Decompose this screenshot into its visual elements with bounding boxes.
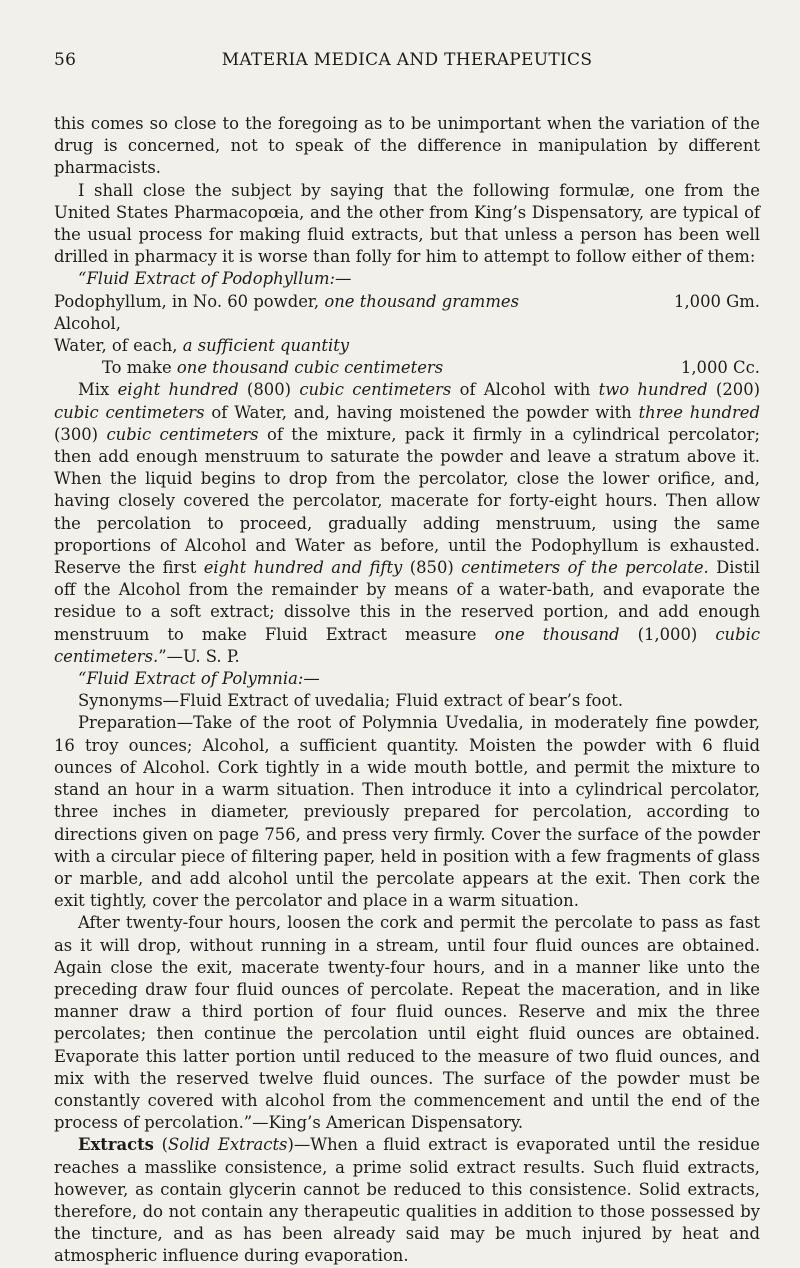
- formula-line-alcohol: Alcohol,: [54, 313, 122, 333]
- page-body: [54, 113, 760, 1268]
- polymnia-percolation: After twenty-four hours, loosen the cork and permit the percolate to pass as fast as it will drop, without running in a stream, until four fluid ounces are obtained. Again close the exit, macerate twenty-four hours, and in a manner like unto the preceding draw four fluid ounces of percolate. Repeat the maceration, and in like manner draw a third portion of four fluid ounces. Reserve and mix the three percolates; then continue the percolation until eight fluid ounces are obtained. Evaporate this latter portion until reduced to the measure of two fluid ounces, and mix with the reserved twelve fluid ounces. The surface of the powder must be constantly covered with alcohol from the commencement and until the end of the process of percolation.”—King’s American Dispensatory.: [54, 913, 760, 1133]
- podophyllum-heading: “Fluid Extract of Podophyllum:—: [78, 269, 352, 289]
- solid-extracts-paragraph: Extracts (Solid Extracts)—When a fluid extract is evaporated until the residue reaches a masslike consistence, a prime solid extract results. Such fluid extracts, however, as contain glycerin cannot be reduced to this consistence. Solid extracts, therefore, do not contain any therapeutic qualities in addition to those possessed by the tincture, and as has been already said may be much injured by heat and atmospheric influence during evaporation.: [54, 1135, 760, 1266]
- paragraph-intro: I shall close the subject by saying that the following formulæ, one from the United States Pharmacopœia, and the other from King’s Dispensatory, are typical of the usual process for making fluid extracts, but that unless a person has been well drilled in pharmacy it is worse than folly for him to attempt to follow either of them:: [54, 180, 760, 267]
- formula-line-make: To make one thousand cubic centimeters 1,000 Cc.: [54, 357, 760, 379]
- page-number: 56: [54, 50, 77, 70]
- podophyllum-directions: Mix eight hundred (800) cubic centimeters of Alcohol with two hundred (200) cubic centimeters of Water, and, having moistened the powder with three hundred (300) cubic centimeters of the mixture, pack it firmly in a cylindrical percolator; then add enough menstruum to saturate the powder and leave a stratum above it. When the liquid begins to drop from the percolator, close the lower orifice, and, having closely covered the percolator, macerate for forty-eight hours. Then allow the percolation to proceed, gradually adding menstruum, using the same proportions of Alcohol and Water as before, until the Podophyllum is exhausted. Reserve the first eight hundred and fifty (850) centimeters of the percolate. Distil off the Alcohol from the remainder by means of a water-bath, and evaporate the residue to a soft extract; dissolve this in the reserved portion, and add enough menstruum to make Fluid Extract measure one thousand (1,000) cubic centimeters.”—U. S. P.: [54, 380, 761, 666]
- paragraph-continuation: this comes so close to the foregoing as to be unimportant when the variation of the drug is concerned, not to speak of the difference in manipulation by different pharmacists.: [54, 114, 760, 178]
- polymnia-heading: “Fluid Extract of Polymnia:—: [78, 669, 320, 689]
- formula-line-water: Water, of each, a sufficient quantity: [54, 336, 350, 356]
- formula-quantity: 1,000 Cc.: [680, 358, 760, 378]
- polymnia-synonyms: Synonyms—Fluid Extract of uvedalia; Fluid extract of bear’s foot.: [78, 691, 624, 711]
- section-term: Extracts: [78, 1135, 154, 1155]
- page-header: [54, 50, 760, 70]
- formula-line-podophyllum: Podophyllum, in No. 60 powder, one thousand grammes 1,000 Gm.: [54, 291, 760, 313]
- polymnia-preparation: Preparation—Take of the root of Polymnia Uvedalia, in moderately fine powder, 16 troy ounces; Alcohol, a sufficient quantity. Moisten the powder with 6 fluid ounces of Alcohol. Cork tightly in a wide mouth bottle, and permit the mixture to stand an hour in a warm situation. Then introduce it into a cylindrical percolator, three inches in diameter, previously prepared for percolation, according to directions given on page 756, and press very firmly. Cover the surface of the powder with a circular piece of filtering paper, held in position with a few fragments of glass or marble, and add alcohol until the percolate appears at the exit. Then cork the exit tightly, cover the percolator and place in a warm situation.: [54, 713, 760, 911]
- running-title: MATERIA MEDICA AND THERAPEUTICS: [221, 50, 593, 70]
- formula-quantity: 1,000 Gm.: [674, 291, 760, 311]
